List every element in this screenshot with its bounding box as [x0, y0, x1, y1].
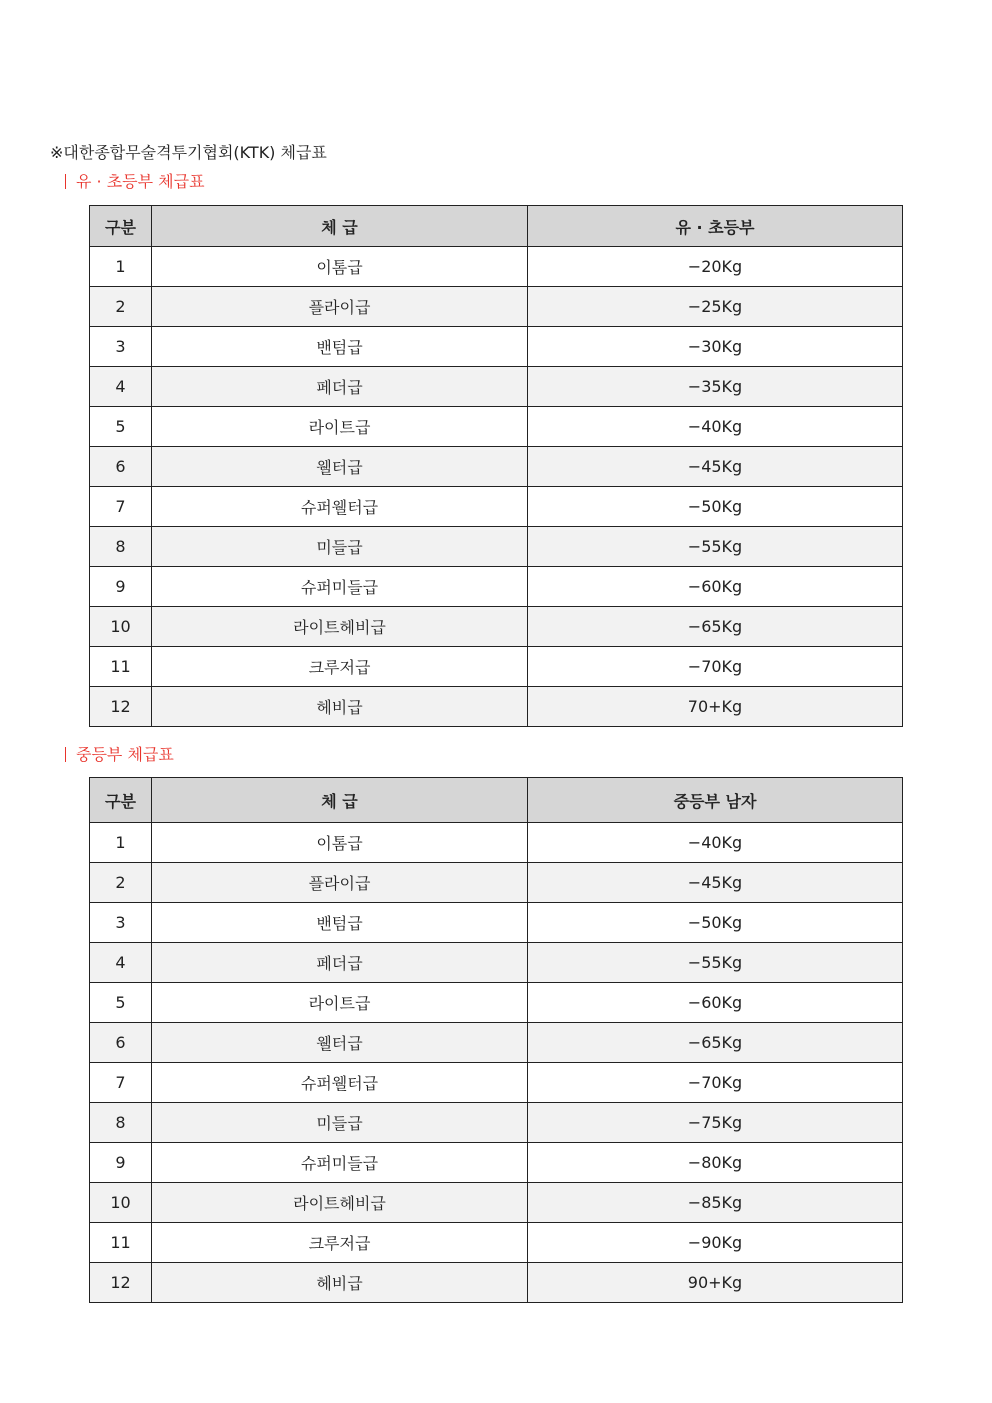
cell-weight-limit: −80Kg [528, 1143, 903, 1183]
table-row [90, 647, 903, 687]
cell-weight-limit: −40Kg [528, 823, 903, 863]
cell-weight-limit: −70Kg [528, 647, 903, 687]
cell-weight-limit: 70+Kg [528, 687, 903, 727]
table-row [90, 687, 903, 727]
table-row [90, 1183, 903, 1223]
table-header-row [90, 778, 903, 823]
table-row [90, 1223, 903, 1263]
cell-weight-class: 슈퍼미들급 [152, 1143, 528, 1183]
cell-number: 12 [90, 687, 152, 727]
cell-number: 4 [90, 943, 152, 983]
column-header-weight-class: 체 급 [152, 778, 528, 823]
cell-weight-limit: −50Kg [528, 903, 903, 943]
cell-weight-class: 웰터급 [152, 447, 528, 487]
table-row [90, 943, 903, 983]
cell-weight-limit: −60Kg [528, 567, 903, 607]
cell-number: 5 [90, 983, 152, 1023]
section-heading-text: 유 · 초등부 체급표 [76, 172, 205, 191]
cell-weight-class: 헤비급 [152, 1263, 528, 1303]
cell-weight-limit: −25Kg [528, 287, 903, 327]
cell-weight-class: 페더급 [152, 943, 528, 983]
cell-number: 12 [90, 1263, 152, 1303]
table-row [90, 447, 903, 487]
cell-number: 11 [90, 1223, 152, 1263]
cell-weight-limit: −30Kg [528, 327, 903, 367]
cell-weight-class: 라이트급 [152, 983, 528, 1023]
table-row [90, 1063, 903, 1103]
heading-bar [65, 747, 66, 762]
cell-weight-limit: −40Kg [528, 407, 903, 447]
cell-weight-class: 플라이급 [152, 287, 528, 327]
cell-weight-limit: −45Kg [528, 447, 903, 487]
cell-weight-class: 라이트급 [152, 407, 528, 447]
column-header-weight-limit: 유 · 초등부 [528, 206, 903, 247]
cell-number: 10 [90, 607, 152, 647]
table-row [90, 1023, 903, 1063]
section-heading-elementary [62, 171, 205, 193]
cell-number: 3 [90, 903, 152, 943]
cell-number: 3 [90, 327, 152, 367]
cell-number: 9 [90, 567, 152, 607]
table-row [90, 1103, 903, 1143]
cell-weight-class: 플라이급 [152, 863, 528, 903]
column-header-division: 구분 [90, 206, 152, 247]
cell-weight-class: 이톰급 [152, 247, 528, 287]
section-heading-text: 중등부 체급표 [76, 745, 174, 764]
cell-weight-limit: −45Kg [528, 863, 903, 903]
cell-weight-class: 슈퍼미들급 [152, 567, 528, 607]
cell-number: 2 [90, 863, 152, 903]
cell-number: 8 [90, 527, 152, 567]
cell-weight-class: 웰터급 [152, 1023, 528, 1063]
cell-number: 10 [90, 1183, 152, 1223]
table-row [90, 527, 903, 567]
cell-number: 7 [90, 487, 152, 527]
cell-weight-class: 슈퍼웰터급 [152, 487, 528, 527]
table-row [90, 1143, 903, 1183]
cell-weight-limit: −65Kg [528, 607, 903, 647]
table-row [90, 567, 903, 607]
cell-weight-limit: −90Kg [528, 1223, 903, 1263]
table-header-row [90, 206, 903, 247]
cell-weight-limit: −50Kg [528, 487, 903, 527]
cell-number: 9 [90, 1143, 152, 1183]
column-header-weight-class: 체 급 [152, 206, 528, 247]
cell-number: 11 [90, 647, 152, 687]
cell-weight-class: 크루저급 [152, 1223, 528, 1263]
cell-number: 2 [90, 287, 152, 327]
weight-class-table-elementary [89, 205, 903, 727]
cell-weight-limit: −60Kg [528, 983, 903, 1023]
table-row [90, 607, 903, 647]
table-row [90, 487, 903, 527]
cell-weight-limit: −75Kg [528, 1103, 903, 1143]
column-header-weight-limit: 중등부 남자 [528, 778, 903, 823]
cell-weight-class: 미들급 [152, 527, 528, 567]
cell-weight-limit: −55Kg [528, 943, 903, 983]
cell-weight-class: 라이트헤비급 [152, 1183, 528, 1223]
cell-number: 1 [90, 823, 152, 863]
cell-weight-class: 라이트헤비급 [152, 607, 528, 647]
cell-number: 4 [90, 367, 152, 407]
cell-weight-class: 밴텀급 [152, 327, 528, 367]
column-header-division: 구분 [90, 778, 152, 823]
cell-weight-limit: −85Kg [528, 1183, 903, 1223]
table-row [90, 287, 903, 327]
cell-number: 6 [90, 1023, 152, 1063]
table-row [90, 367, 903, 407]
cell-weight-limit: 90+Kg [528, 1263, 903, 1303]
cell-number: 5 [90, 407, 152, 447]
cell-weight-class: 크루저급 [152, 647, 528, 687]
cell-weight-limit: −20Kg [528, 247, 903, 287]
heading-bar [65, 174, 66, 189]
table-row [90, 407, 903, 447]
table-row [90, 863, 903, 903]
table-row [90, 983, 903, 1023]
table-row [90, 1263, 903, 1303]
cell-weight-class: 슈퍼웰터급 [152, 1063, 528, 1103]
table-row [90, 327, 903, 367]
cell-number: 8 [90, 1103, 152, 1143]
cell-number: 7 [90, 1063, 152, 1103]
cell-weight-class: 헤비급 [152, 687, 528, 727]
cell-weight-limit: −35Kg [528, 367, 903, 407]
section-heading-middle-school [62, 744, 174, 766]
cell-weight-class: 페더급 [152, 367, 528, 407]
cell-weight-limit: −70Kg [528, 1063, 903, 1103]
table-row [90, 823, 903, 863]
cell-weight-class: 밴텀급 [152, 903, 528, 943]
weight-class-table-middle-school [89, 777, 903, 1303]
document-title: ※대한종합무술격투기협회(KTK) 체급표 [50, 143, 327, 162]
cell-number: 6 [90, 447, 152, 487]
cell-number: 1 [90, 247, 152, 287]
cell-weight-limit: −55Kg [528, 527, 903, 567]
cell-weight-limit: −65Kg [528, 1023, 903, 1063]
cell-weight-class: 미들급 [152, 1103, 528, 1143]
table-row [90, 903, 903, 943]
cell-weight-class: 이톰급 [152, 823, 528, 863]
table-row [90, 247, 903, 287]
